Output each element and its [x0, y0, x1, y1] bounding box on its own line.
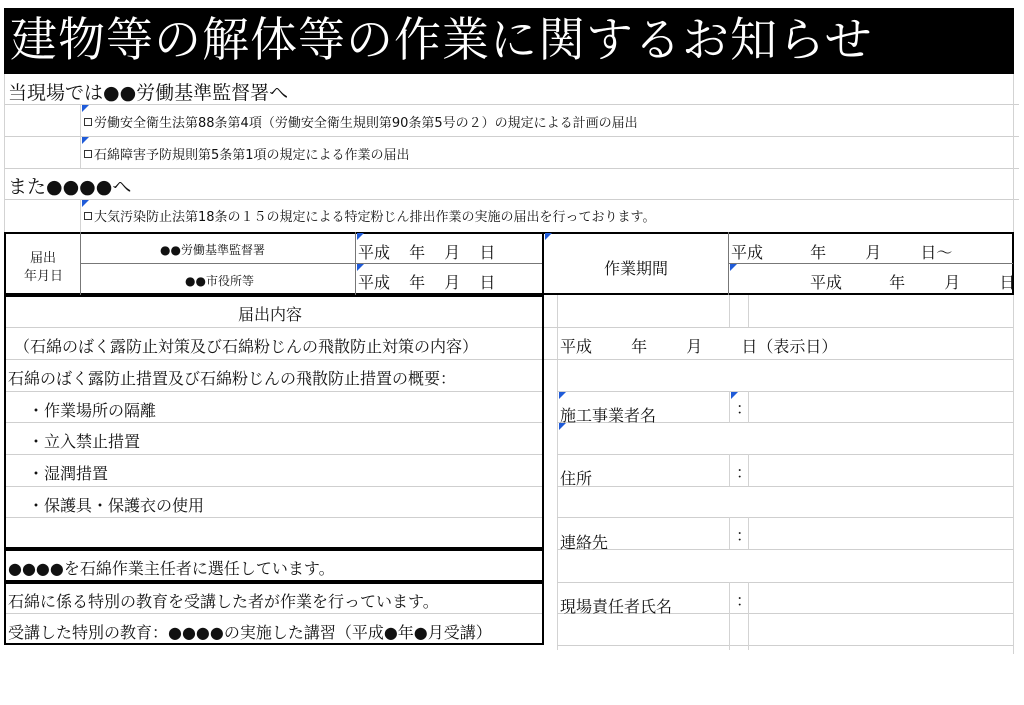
contact-label: 連絡先 — [560, 533, 609, 552]
era-text: 平成 — [358, 243, 391, 262]
filing-label-1: 届出 — [30, 251, 57, 266]
site-manager-label: 現場責任者氏名 — [560, 597, 673, 616]
contractor-label: 施工事業者名 — [560, 406, 657, 425]
grid-line — [557, 295, 558, 650]
grid-line — [748, 295, 749, 327]
supervisor-text: ●●●●を石綿作業主任者に選任しています。 — [8, 559, 335, 578]
year-text: 年 — [810, 243, 827, 262]
month-text: 月 — [944, 273, 961, 292]
content-subheading: （石綿のばく露防止対策及び石綿粉じんの飛散防止対策の内容） — [14, 337, 479, 356]
year-text: 年 — [409, 273, 426, 292]
month-text: 月 — [865, 243, 882, 262]
grid-line — [4, 199, 1019, 200]
day-text: 日 — [479, 243, 496, 262]
cell-marker — [545, 233, 552, 240]
content-item: ・立入禁止措置 — [28, 432, 141, 451]
grid-line — [729, 295, 730, 327]
notice-text-1: 労働安全衛生法第88条第4項（労働安全衛生規則第90条第5号の２）の規定による計画の届出 — [94, 116, 638, 131]
era-text: 平成 — [810, 273, 843, 292]
grid-line — [6, 486, 542, 487]
grid-line — [6, 391, 542, 392]
period-end — [810, 270, 1015, 293]
month-text: 月 — [686, 337, 703, 356]
notice-line-2 — [84, 144, 410, 163]
grid-line — [557, 486, 1013, 487]
divider — [80, 263, 543, 264]
grid-line — [729, 582, 730, 650]
grid-line — [557, 517, 1013, 518]
grid-line — [729, 517, 730, 549]
grid-line — [80, 104, 81, 136]
divider — [542, 232, 544, 295]
education-text-1: 石綿に係る特別の教育を受講した者が作業を行っています。 — [8, 592, 439, 611]
year-text: 年 — [409, 243, 426, 262]
office-1: ●●労働基準監督署 — [160, 243, 265, 257]
grid-line — [6, 359, 542, 360]
cell-marker — [559, 423, 566, 430]
checkbox-icon — [84, 118, 92, 126]
content-overview: 石綿のばく露防止措置及び石綿粉じんの飛散防止措置の概要： — [8, 369, 457, 388]
checkbox-icon — [84, 150, 92, 158]
divider — [728, 263, 1013, 264]
grid-line — [6, 327, 542, 328]
day-text: 日（表示日） — [741, 337, 838, 356]
page-title: 建物等の解体等の作業に関するお知らせ — [4, 8, 1014, 74]
day-text: 日 — [999, 273, 1016, 292]
field-separator: ： — [736, 399, 753, 418]
grid-line — [80, 199, 81, 232]
grid-line — [4, 168, 1019, 169]
cell-marker — [730, 264, 737, 271]
grid-line — [729, 454, 730, 486]
education-text-2: 受講した特別の教育：●●●●の実施した講習（平成●年●月受講） — [8, 623, 492, 642]
notice-line-3 — [84, 206, 656, 225]
grid-line — [6, 454, 542, 455]
content-item: ・作業場所の隔離 — [28, 401, 157, 420]
grid-line — [557, 454, 1013, 455]
content-item: ・湿潤措置 — [28, 464, 109, 483]
office-2: ●●市役所等 — [185, 274, 254, 288]
grid-line — [557, 549, 1013, 550]
grid-line — [80, 136, 81, 168]
field-separator: ： — [736, 463, 753, 482]
period-label: 作業期間 — [604, 259, 669, 278]
month-text: 月 — [444, 243, 461, 262]
filing-date-1 — [358, 240, 495, 263]
notice-line-1 — [84, 112, 638, 131]
year-text: 年 — [889, 273, 906, 292]
notice-text-3: 大気汚染防止法第18条の１５の規定による特定粉じん排出作業の実施の届出を行っております。 — [94, 210, 656, 225]
grid-line — [544, 359, 1013, 360]
display-date — [560, 334, 837, 357]
grid-line — [1013, 74, 1014, 654]
period-start — [731, 240, 952, 263]
year-text: 年 — [631, 337, 648, 356]
address-label: 住所 — [560, 469, 593, 488]
era-text: 平成 — [560, 337, 593, 356]
era-text: 平成 — [358, 273, 391, 292]
grid-line — [729, 391, 730, 423]
grid-line — [4, 136, 1019, 137]
month-text: 月 — [444, 273, 461, 292]
grid-line — [557, 391, 1013, 392]
field-separator: ： — [736, 526, 753, 545]
day-text: 日 — [479, 273, 496, 292]
cell-marker — [82, 105, 89, 112]
cell-marker — [357, 233, 364, 240]
cell-marker — [559, 392, 566, 399]
field-separator: ： — [736, 591, 753, 610]
divider — [355, 232, 356, 295]
content-item: ・保護具・保護衣の使用 — [28, 496, 205, 515]
grid-line — [6, 613, 542, 614]
grid-line — [544, 327, 1013, 328]
grid-line — [557, 582, 1013, 583]
grid-line — [4, 74, 5, 232]
cell-marker — [82, 137, 89, 144]
intro-line-2: また●●●●へ — [8, 176, 132, 198]
notice-text-2: 石綿障害予防規則第5条第1項の規定による作業の届出 — [94, 148, 410, 163]
checkbox-icon — [84, 212, 92, 220]
grid-line — [557, 645, 1013, 646]
filing-label-2: 年月日 — [24, 269, 64, 284]
grid-line — [6, 422, 542, 423]
grid-line — [6, 517, 542, 518]
intro-line-1: 当現場では●●労働基準監督署へ — [8, 82, 289, 104]
day-text: 日〜 — [920, 243, 953, 262]
era-text: 平成 — [731, 243, 764, 262]
content-heading: 届出内容 — [238, 305, 303, 324]
filing-date-2 — [358, 270, 495, 293]
